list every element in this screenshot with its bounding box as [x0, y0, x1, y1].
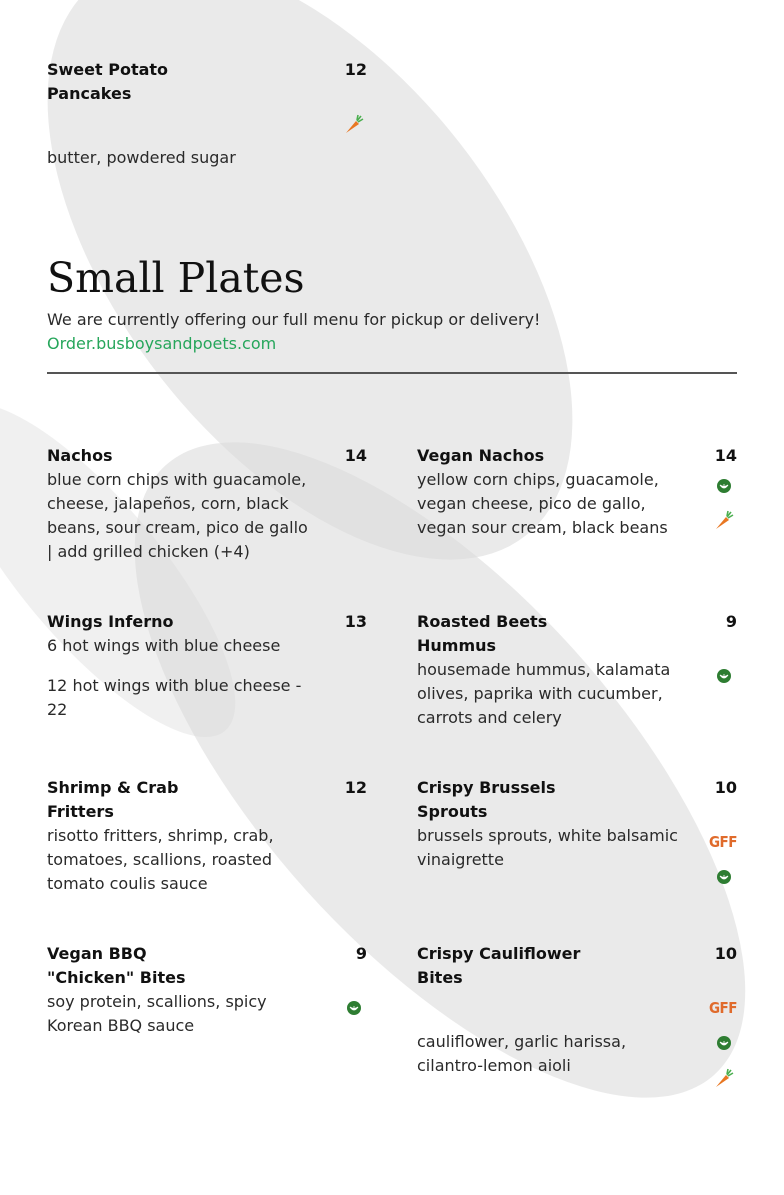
item-description: yellow corn chips, guacamole, vegan cheese, pico de gallo, vegan sour cream, black beans [417, 470, 668, 537]
item-description: risotto fritters, shrimp, crab, tomatoes, scallions, roasted tomato coulis sauce [47, 826, 274, 893]
item-price: 9 [355, 944, 367, 963]
item-name: Crispy Brussels Sprouts [417, 778, 556, 821]
section-title: Small Plates [47, 254, 305, 302]
vegan-leaf-icon [717, 669, 731, 683]
vegan-leaf-icon [717, 1036, 731, 1050]
item-description-secondary: 12 hot wings with blue cheese - 22 [47, 676, 302, 719]
section-note: We are currently offering our full menu for pickup or delivery! [47, 310, 541, 329]
item-price: 10 [714, 778, 737, 797]
gff-icon: GFF [708, 833, 737, 851]
item-name: Shrimp & Crab Fritters [47, 778, 179, 821]
item-description: housemade hummus, kalamata olives, paprika with cucumber, carrots and celery [417, 660, 671, 727]
item-price: 12 [344, 778, 367, 797]
carrot-icon [343, 114, 365, 136]
item-name: Sweet Potato Pancakes [47, 60, 169, 103]
item-description: blue corn chips with guacamole, cheese, jalapeños, corn, black beans, sour cream, pico de gallo | add grilled chicken (+4) [47, 470, 308, 561]
item-description: butter, powdered sugar [47, 148, 236, 167]
item-description: soy protein, scallions, spicy Korean BBQ sauce [47, 992, 267, 1035]
item-price: 10 [714, 944, 737, 963]
item-price: 14 [344, 446, 367, 465]
gff-icon: GFF [708, 999, 737, 1017]
item-description: 6 hot wings with blue cheese [47, 636, 281, 655]
item-name: Nachos [47, 446, 113, 465]
menu-item [417, 610, 737, 730]
menu-item [417, 942, 737, 1102]
menu-item [47, 444, 367, 564]
order-link[interactable]: Order.busboysandpoets.com [47, 334, 277, 353]
item-price: 14 [714, 446, 737, 465]
item-name: Roasted Beets Hummus [417, 612, 548, 655]
menu-item [47, 776, 367, 896]
item-description: cauliflower, garlic harissa, cilantro-lemon aioli [417, 1032, 627, 1075]
item-price: 13 [344, 612, 367, 631]
vegan-leaf-icon [717, 479, 731, 493]
menu-item [47, 58, 367, 178]
carrot-icon [713, 510, 735, 532]
menu-item [417, 776, 737, 896]
item-name: Crispy Cauliflower Bites [417, 944, 581, 987]
item-description: brussels sprouts, white balsamic vinaigrette [417, 826, 678, 869]
menu-item [417, 444, 737, 544]
item-name: Vegan BBQ "Chicken" Bites [47, 944, 186, 987]
divider [47, 372, 737, 374]
item-price: 12 [344, 60, 367, 79]
vegan-leaf-icon [347, 1001, 361, 1015]
menu-item [47, 942, 367, 1042]
carrot-icon [713, 1068, 735, 1090]
vegan-leaf-icon [717, 870, 731, 884]
menu-item [47, 610, 367, 730]
item-price: 9 [725, 612, 737, 631]
item-name: Vegan Nachos [417, 446, 545, 465]
item-name: Wings Inferno [47, 612, 174, 631]
